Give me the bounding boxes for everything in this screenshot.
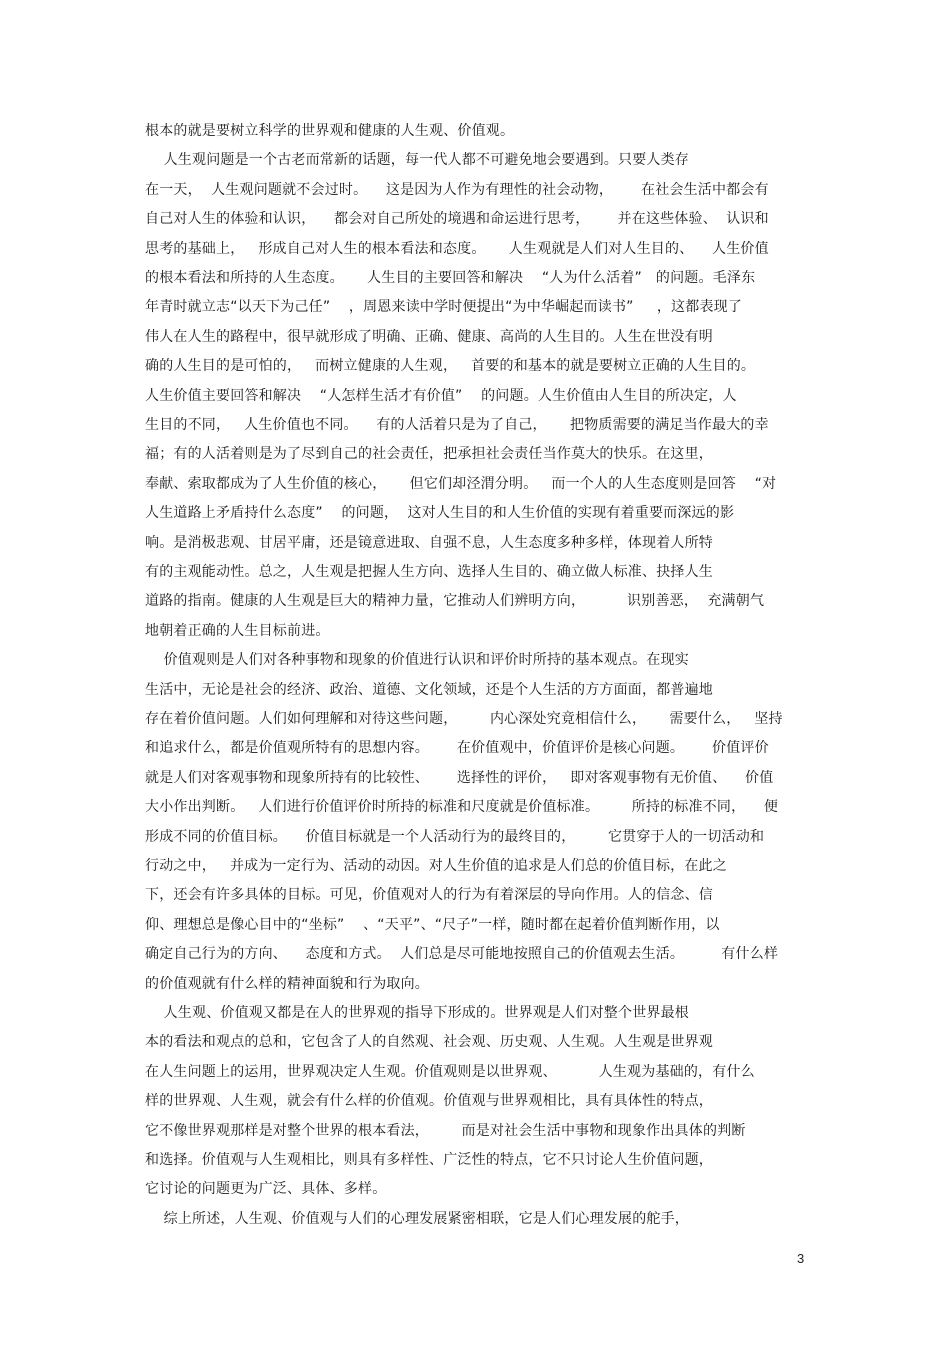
text-line: 大小作出判断。 人们进行价值评价时所持的标准和尺度就是价值标准。 所持的标准不同， 便	[145, 799, 779, 816]
text-line: 在人生问题上的运用，世界观决定人生观。价值观则是以世界观、 人生观为基础的，有什么	[145, 1063, 755, 1080]
text-line: 人生观、价值观又都是在人的世界观的指导下形成的。世界观是人们对整个世界最根	[145, 1005, 689, 1021]
text-line: 存在着价值问题。人们如何理解和对待这些问题， 内心深处究竟相信什么， 需要什么， 坚持	[145, 711, 783, 727]
text-line: 福；有的人活着则是为了尽到自己的社会责任，把承担社会责任当作莫大的快乐。在这里，	[145, 446, 713, 463]
text-line: 样的世界观、人生观，就会有什么样的价值观。价值观与世界观相比，具有具体性的特点，	[145, 1093, 713, 1110]
text-line: 人生道路上矛盾持什么态度” 的问题， 这对人生目的和人生价值的实现有着重要而深远的影	[145, 505, 735, 522]
text-line: 根本的就是要树立科学的世界观和健康的人生观、价值观。	[145, 123, 515, 139]
text-line: 思考的基础上， 形成自己对人生的根本看法和态度。 人生观就是人们对人生目的、 人生价值	[145, 240, 769, 257]
text-line: 人生观问题是一个古老而常新的话题，每一代人都不可避免地会要遇到。只要人类存	[145, 152, 689, 169]
page-number: 3	[797, 1251, 805, 1266]
text-line: 形成不同的价值目标。 价值目标就是一个人活动行为的最终目的， 它贯穿于人的一切活动和	[145, 828, 765, 845]
text-line: 道路的指南。健康的人生观是巨大的精神力量，它推动人们辨明方向， 识别善恶， 充满朝气	[145, 593, 765, 610]
text-line: 就是人们对客观事物和现象所持有的比较性、 选择性的评价， 即对客观事物有无价值、 价值	[145, 769, 774, 786]
text-line: 综上所述，人生观、价值观与人们的心理发展紧密相联，它是人们心理发展的舵手，	[145, 1210, 689, 1227]
text-line: 仰、理想总是像心目中的“坐标” 、“天平”、“尺子”一样，随时都在起着价值判断作用，以	[145, 916, 720, 933]
text-line: 的根本看法和所持的人生态度。 人生目的主要回答和解决 “人为什么活着” 的问题。毛泽东	[145, 270, 756, 286]
text-line: 的价值观就有什么样的精神面貌和行为取向。	[145, 975, 429, 992]
text-line: 伟人在人生的路程中，很早就形成了明确、正确、健康、高尚的人生目的。人生在世没有明	[145, 328, 713, 345]
text-line: 它不像世界观那样是对整个世界的根本看法， 而是对社会生活中事物和现象作出具体的判断	[145, 1122, 746, 1139]
text-line: 自己对人生的体验和认识， 都会对自己所处的境遇和命运进行思考， 并在这些体验、 认识和	[145, 211, 769, 228]
text-line: 年青时就立志“以天下为己任” ，周恩来读中学时便提出“为中华崛起而读书” ，这都表现了	[145, 299, 743, 316]
text-line: 和选择。价值观与人生观相比，则具有多样性、广泛性的特点，它不只讨论人生价值问题，	[145, 1152, 713, 1168]
text-line: 和追求什么，都是价值观所特有的思想内容。 在价值观中，价值评价是核心问题。 价值评价	[145, 740, 769, 757]
text-line: 行动之中， 并成为一定行为、活动的动因。对人生价值的追求是人们总的价值目标，在此之	[145, 858, 727, 874]
text-line: 响。是消极悲观、甘居平庸，还是镜意进取、自强不息，人生态度多种多样，体现着人所特	[145, 534, 713, 551]
text-line: 有的主观能动性。总之，人生观是把握人生方向、选择人生目的、确立做人标准、抉择人生	[145, 564, 713, 580]
text-line: 生目的不同， 人生价值也不同。 有的人活着只是为了自己， 把物质需要的满足当作最大的幸	[145, 417, 769, 433]
text-line: 地朝着正确的人生目标前进。	[145, 622, 330, 639]
text-line: 本的看法和观点的总和，它包含了人的自然观、社会观、历史观、人生观。人生观是世界观	[145, 1034, 713, 1051]
text-line: 生活中，无论是社会的经济、政治、道德、文化领域，还是个人生活的方方面面，都普遍地	[145, 681, 713, 698]
text-line: 人生价值主要回答和解决 “人怎样生活才有价值” 的问题。人生价值由人生目的所决定，人	[145, 387, 737, 404]
text-line: 它讨论的问题更为广泛、具体、多样。	[145, 1181, 387, 1198]
text-line: 奉献、索取都成为了人生价值的核心， 但它们却泾渭分明。 而一个人的人生态度则是回答 “对	[145, 475, 777, 492]
text-line: 确的人生目的是可怕的， 而树立健康的人生观， 首要的和基本的就是要树立正确的人生目的。	[145, 358, 756, 375]
text-line: 价值观则是人们对各种事物和现象的价值进行认识和评价时所持的基本观点。在现实	[145, 652, 689, 669]
text-line: 确定自己行为的方向、 态度和方式。 人们总是尽可能地按照自己的价值观去生活。 有什么样	[145, 946, 779, 963]
text-line: 下，还会有许多具体的目标。可见，价值观对人的行为有着深层的导向作用。人的信念、信	[145, 887, 713, 904]
text-line: 在一天， 人生观问题就不会过时。 这是因为人作为有理性的社会动物， 在社会生活中都会有	[145, 181, 769, 198]
